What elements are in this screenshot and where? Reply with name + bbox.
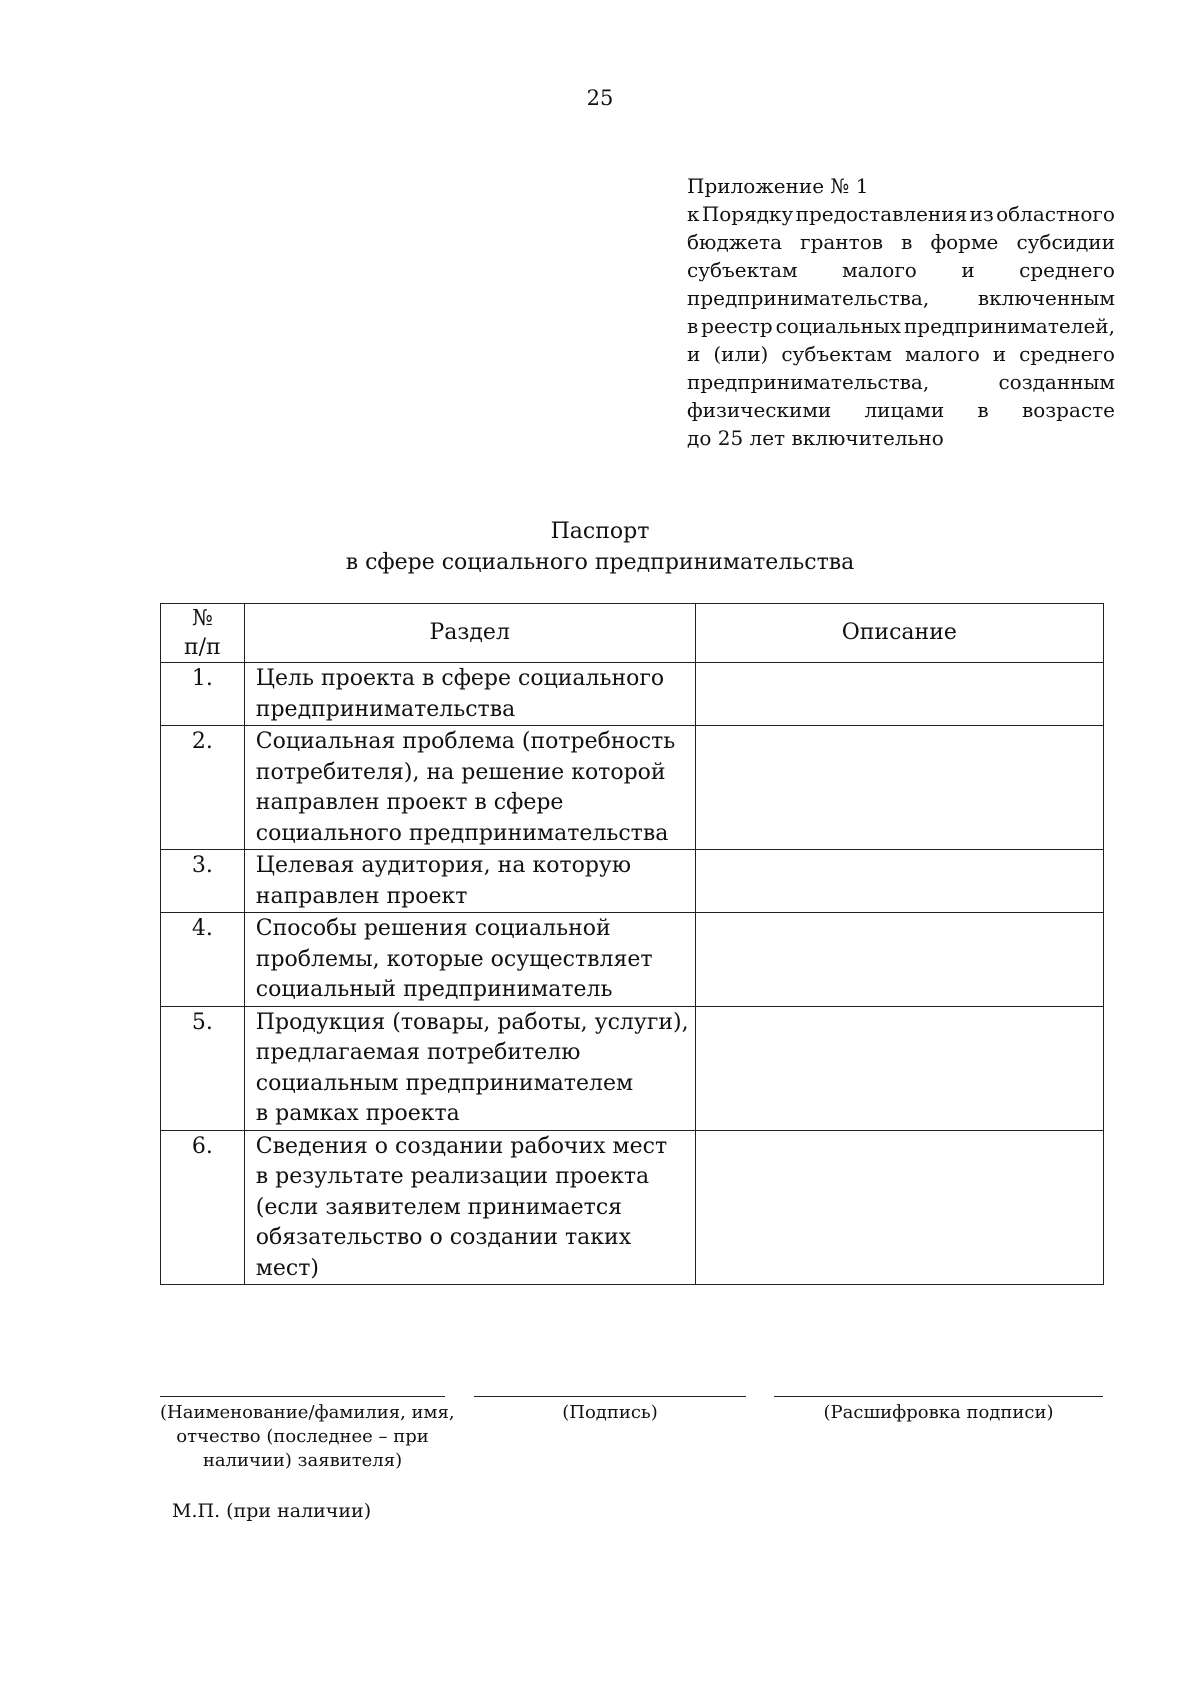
appendix-line bbox=[687, 284, 1115, 312]
row-section bbox=[244, 913, 695, 1007]
table-row bbox=[161, 850, 1104, 913]
passport-table bbox=[160, 603, 1104, 1285]
appendix-word: в bbox=[687, 314, 699, 338]
appendix-word: областного bbox=[996, 202, 1115, 226]
section-text-line: направлен проект bbox=[255, 883, 468, 909]
appendix-word: и bbox=[687, 342, 701, 366]
caption-line: (Расшифровка подписи) bbox=[823, 1402, 1054, 1423]
appendix-word: в bbox=[977, 398, 989, 422]
section-text-line: мест) bbox=[255, 1255, 320, 1281]
row-section bbox=[244, 1006, 695, 1130]
appendix-word: и bbox=[992, 342, 1007, 366]
appendix-word: среднего bbox=[1019, 342, 1115, 366]
appendix-line bbox=[687, 396, 1115, 424]
appendix-line: Приложение № 1 bbox=[687, 174, 869, 198]
section-text-line: социального предпринимательства bbox=[255, 820, 669, 846]
appendix-word: малого bbox=[842, 258, 917, 282]
table-row bbox=[161, 1130, 1104, 1285]
appendix-word: и bbox=[961, 258, 975, 282]
row-number: 4. bbox=[161, 913, 245, 1007]
appendix-word: социальных bbox=[775, 314, 902, 338]
section-text-line: Продукция (товары, работы, услуги), bbox=[255, 1009, 689, 1035]
signature-line-transcript bbox=[774, 1396, 1103, 1397]
section-text-line: направлен проект в сфере bbox=[255, 790, 564, 815]
section-text-line: Цель проекта в сфере социального bbox=[255, 666, 665, 691]
section-text-line: предлагаемая потребителю bbox=[255, 1040, 581, 1065]
appendix-word: лицами bbox=[864, 398, 945, 422]
appendix-line bbox=[687, 368, 1115, 396]
appendix-line bbox=[687, 312, 1115, 340]
appendix-word: среднего bbox=[1019, 258, 1115, 282]
section-text-line: предпринимательства bbox=[255, 696, 516, 722]
caption-line: наличии) заявителя) bbox=[202, 1450, 403, 1471]
table-row bbox=[161, 913, 1104, 1007]
appendix-word: из bbox=[969, 202, 994, 226]
appendix-word: возрасте bbox=[1021, 398, 1115, 422]
row-number: 5. bbox=[161, 1006, 245, 1130]
header-section: Раздел bbox=[244, 604, 695, 663]
section-text-line: социальным предпринимателем bbox=[255, 1070, 634, 1096]
appendix-word: предпринимателей, bbox=[903, 314, 1115, 338]
appendix-word: Порядку bbox=[701, 202, 794, 226]
seal-note: М.П. (при наличии) bbox=[172, 1500, 372, 1522]
row-description[interactable] bbox=[695, 726, 1103, 850]
appendix-word: предоставления bbox=[795, 202, 968, 226]
appendix-word: к bbox=[687, 202, 700, 226]
appendix-word: форме bbox=[930, 230, 999, 254]
table-row bbox=[161, 726, 1104, 850]
row-number: 1. bbox=[161, 663, 245, 726]
caption-line: (Наименование/фамилия, имя, bbox=[160, 1402, 455, 1423]
row-section bbox=[244, 663, 695, 726]
appendix-word: созданным bbox=[998, 370, 1115, 394]
caption-line: отчество (последнее – при bbox=[176, 1426, 429, 1447]
appendix-word: малого bbox=[905, 342, 980, 366]
section-text-line: обязательство о создании таких bbox=[255, 1225, 632, 1250]
appendix-line: до 25 лет включительно bbox=[687, 426, 944, 450]
section-text-line: социальный предприниматель bbox=[255, 977, 613, 1002]
header-number-line: п/п bbox=[184, 635, 221, 660]
appendix-word: реестр bbox=[701, 314, 773, 338]
title-line-2: в сфере социального предпринимательства bbox=[345, 550, 855, 575]
section-text-line: в результате реализации проекта bbox=[255, 1164, 650, 1189]
signature-line-name bbox=[160, 1396, 445, 1397]
row-number: 2. bbox=[161, 726, 245, 850]
row-description[interactable] bbox=[695, 663, 1103, 726]
section-text-line: Сведения о создании рабочих мест bbox=[255, 1133, 668, 1159]
appendix-word: бюджета bbox=[687, 230, 782, 254]
appendix-word: физическими bbox=[687, 398, 832, 422]
row-description[interactable] bbox=[695, 1130, 1103, 1285]
table-row bbox=[161, 663, 1104, 726]
signature-caption-name bbox=[160, 1401, 455, 1473]
caption-line: (Подпись) bbox=[562, 1402, 658, 1423]
appendix-line bbox=[687, 228, 1115, 256]
row-section bbox=[244, 726, 695, 850]
appendix-word: предпринимательства, bbox=[687, 286, 930, 310]
row-description[interactable] bbox=[695, 850, 1103, 913]
section-text-line: проблемы, которые осуществляет bbox=[255, 946, 653, 972]
row-number: 6. bbox=[161, 1130, 245, 1285]
table-header-row bbox=[161, 604, 1104, 663]
row-section bbox=[244, 850, 695, 913]
appendix-word: субсидии bbox=[1016, 230, 1115, 254]
header-number bbox=[161, 604, 245, 663]
title-line-1: Паспорт bbox=[550, 519, 650, 544]
appendix-word: в bbox=[901, 230, 913, 254]
section-text-line: Социальная проблема (потребность bbox=[255, 729, 676, 754]
page-number: 25 bbox=[586, 86, 614, 110]
row-number: 3. bbox=[161, 850, 245, 913]
section-text-line: Целевая аудитория, на которую bbox=[255, 853, 632, 878]
signature-line-signature bbox=[474, 1396, 746, 1397]
header-description: Описание bbox=[695, 604, 1103, 663]
appendix-word: предпринимательства, bbox=[687, 370, 930, 394]
section-text-line: потребителя), на решение которой bbox=[255, 759, 666, 785]
appendix-word: грантов bbox=[800, 230, 883, 254]
row-description[interactable] bbox=[695, 913, 1103, 1007]
table-row bbox=[161, 1006, 1104, 1130]
header-number-line: № bbox=[191, 606, 213, 631]
appendix-line bbox=[687, 256, 1115, 284]
signature-caption-transcript bbox=[774, 1401, 1103, 1425]
row-section bbox=[244, 1130, 695, 1285]
section-text-line: в рамках проекта bbox=[255, 1101, 460, 1126]
appendix-word: включенным bbox=[977, 286, 1115, 310]
appendix-line bbox=[687, 200, 1115, 228]
appendix-word: субъектам bbox=[687, 258, 798, 282]
section-text-line: (если заявителем принимается bbox=[255, 1194, 623, 1220]
signature-caption-signature bbox=[474, 1401, 746, 1425]
section-text-line: Способы решения социальной bbox=[255, 916, 611, 941]
appendix-line bbox=[687, 340, 1115, 368]
appendix-word: (или) bbox=[713, 342, 769, 366]
appendix-block bbox=[687, 172, 1115, 452]
document-title bbox=[0, 516, 1200, 578]
appendix-word: субъектам bbox=[781, 342, 892, 366]
row-description[interactable] bbox=[695, 1006, 1103, 1130]
